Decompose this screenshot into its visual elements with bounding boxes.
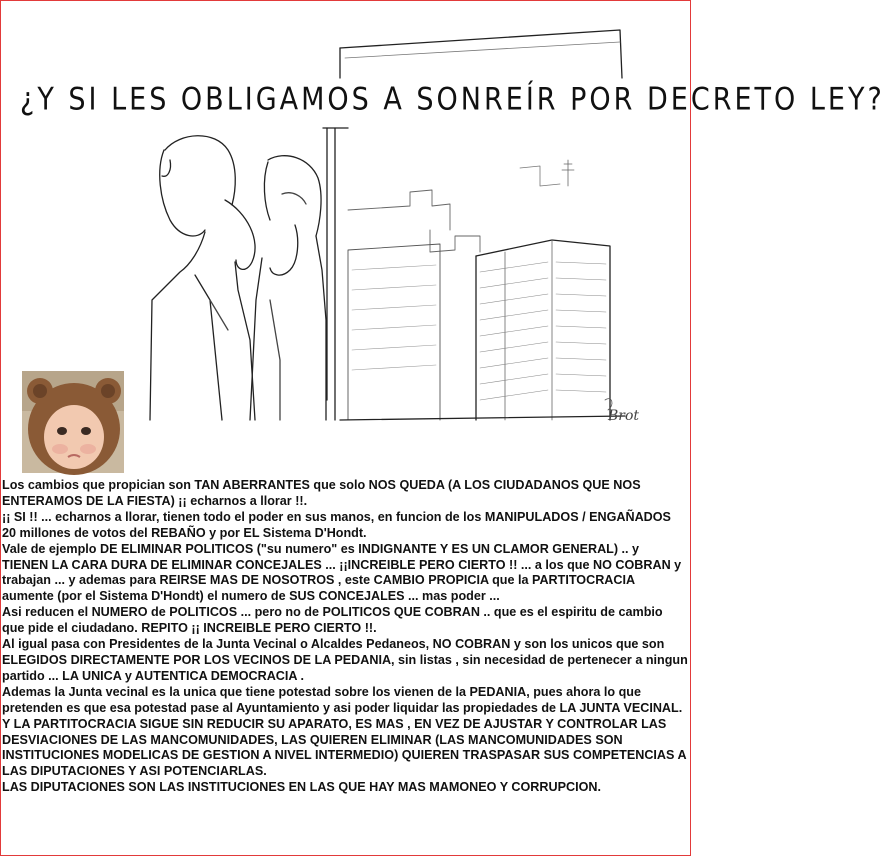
- artist-signature: Brot: [608, 408, 640, 424]
- paragraph: Ademas la Junta vecinal es la unica que tiene potestad sobre los vienen de la PEDANIA, pues ahora lo que pretenden es que esa potestad pase al Ayuntamiento y asi poder liquidar las propiedades de LA JUNTA VECINAL.: [2, 684, 683, 715]
- paragraph: Los cambios que propician son TAN ABERRANTES que solo NOS QUEDA (A LOS CIUDADANOS QUE NOS ENTERAMOS DE LA FIESTA) ¡¡ echarnos a llorar !!.: [2, 478, 641, 508]
- paragraph: Asi reducen el NUMERO de POLITICOS ... pero no de POLITICOS QUE COBRAN .. que es el espiritu de cambio que pide el ciudadano. REPITO ¡¡ INCREIBLE PERO CIERTO !!.: [2, 605, 663, 636]
- baby-photo: [22, 371, 124, 473]
- paragraph: ¡¡ SI !! ... echarnos a llorar, tienen todo el poder en sus manos, en funcion de los MANIPULADOS / ENGAÑADOS 20 millones de votos del REBAÑO y por EL Sistema D'Hondt.: [2, 509, 671, 540]
- paragraph: Vale de ejemplo DE ELIMINAR POLITICOS ("su numero" es INDIGNANTE Y ES UN CLAMOR GENERAL) .. y TIENEN LA CARA DURA DE ELIMINAR CONCEJALES ... ¡¡INCREIBLE PERO CIERTO !! ... a los que NO COBRAN y trabajan ... y ademas para REIRSE MAS DE NOSOTROS , este CAMBIO PROPICIA que la PARTITOCRACIA aumente (por el Sistema D'Hondt) el numero de SUS CONCEJALES ... mas poder ...: [2, 541, 682, 604]
- article-body: [2, 478, 688, 796]
- paragraph: Y LA PARTITOCRACIA SIGUE SIN REDUCIR SU APARATO, ES MAS , EN VEZ DE AJUSTAR Y CONTROLAR LAS DESVIACIONES DE LAS MANCOMUNIDADES, LAS QUIEREN ELIMINAR (LAS MANCOMUNIDADES SON INSTITUCIONES MODELICAS DE GESTION A NIVEL INTERMEDIO) QUIEREN TRASPASAR SUS COMPETENCIAS A LAS DIPUTACIONES Y ASI POTENCIARLAS.: [2, 716, 687, 779]
- baby-portrait-icon: [22, 371, 124, 473]
- cartoon-headline: ¿Y SI LES OBLIGAMOS A SONREÍR POR DECRETO LEY?: [20, 82, 885, 118]
- paragraph: LAS DIPUTACIONES SON LAS INSTITUCIONES EN LAS QUE HAY MAS MAMONEO Y CORRUPCION.: [2, 780, 601, 795]
- paragraph: Al igual pasa con Presidentes de la Junta Vecinal o Alcaldes Pedaneos, NO COBRAN y son los unicos que son ELEGIDOS DIRECTAMENTE POR LOS VECINOS DE LA PEDANIA, sin listas , sin necesidad de pertenecer a ningun partido ... LA UNICA y AUTENTICA DEMOCRACIA .: [2, 637, 688, 683]
